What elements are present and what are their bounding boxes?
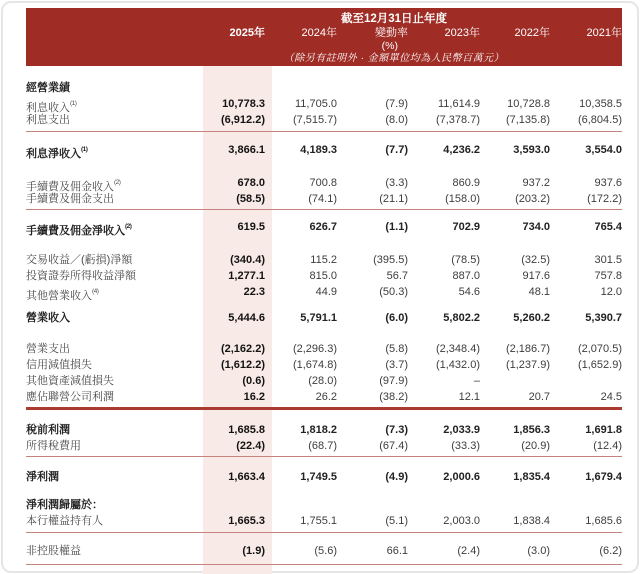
cell-2022: 10,728.8: [507, 98, 550, 110]
cell-2025: (0.6): [242, 375, 265, 387]
section-row: [26, 497, 622, 513]
row-label-text: 交易收益／(虧損)淨額: [26, 254, 133, 266]
cell-2024: 44.9: [315, 286, 337, 298]
table-row: [26, 284, 622, 300]
cell-2023: 2,033.9: [443, 424, 480, 436]
table-row: [26, 112, 622, 128]
row-label-text: 利息收入: [26, 102, 70, 114]
subtotal-row: [26, 310, 622, 326]
row-label: [26, 284, 168, 304]
cell-2023: (158.0): [445, 193, 480, 205]
note-ref: (1): [81, 146, 88, 153]
cell-2025: 10,778.3: [222, 98, 265, 110]
row-label-text: 淨利潤: [26, 471, 59, 483]
table-row: [26, 268, 622, 284]
cell-2023: (78.5): [451, 254, 480, 266]
cell-2024: 11,705.0: [294, 98, 337, 110]
note-ref: (1): [70, 100, 77, 107]
cell-2025: 1,685.8: [228, 424, 265, 436]
cell-change: (7.3): [385, 424, 408, 436]
row-label: [26, 112, 168, 128]
row-label: [26, 191, 168, 207]
row-label-text: 手續費及佣金淨收入: [26, 225, 125, 237]
cell-change: (6.0): [385, 312, 408, 324]
cell-2021: (2,070.5): [577, 343, 622, 355]
cell-2022: (1,237.9): [505, 359, 550, 371]
cell-2023: (1,432.0): [435, 359, 480, 371]
table-row: [26, 357, 622, 373]
cell-2025: 1,277.1: [228, 270, 265, 282]
cell-change: (50.3): [379, 286, 408, 298]
note-ref: (4): [92, 288, 99, 295]
cell-2023: (33.3): [451, 440, 480, 452]
cell-2024: 5,791.1: [300, 312, 337, 324]
table-row: [26, 373, 622, 389]
cell-2021: 765.4: [594, 221, 622, 233]
cell-2024: (2,296.3): [292, 343, 337, 355]
row-label: [26, 219, 168, 239]
cell-change: (5.8): [385, 343, 408, 355]
cell-2024: 700.8: [309, 177, 337, 189]
row-label-text: 信用減值損失: [26, 359, 92, 371]
table-row: [26, 438, 622, 454]
cell-2024: (28.0): [308, 375, 337, 387]
cell-2022: (3.0): [527, 545, 550, 557]
row-label-text: 營業收入: [26, 312, 70, 324]
cell-2023: (2,348.4): [435, 343, 480, 355]
cell-2023: –: [473, 375, 480, 387]
table-row: [26, 543, 622, 559]
cell-2024: (74.1): [308, 193, 337, 205]
divider: [26, 131, 622, 132]
column-header-2025: 2025年: [229, 27, 265, 39]
cell-2025: 1,665.3: [228, 515, 265, 527]
cell-2023: (2.4): [457, 545, 480, 557]
cell-2021: 1,691.8: [585, 424, 622, 436]
period-title: 截至12月31日止年度: [340, 13, 448, 25]
row-label-text: 經營業績: [26, 82, 70, 94]
percent-row: [26, 41, 622, 52]
table-row: [26, 389, 622, 405]
subtotal-row: [26, 219, 622, 235]
cell-change: (8.0): [385, 114, 408, 126]
row-label-text: 稅前利潤: [26, 424, 70, 436]
cell-2025: (340.4): [230, 254, 265, 266]
cell-2024: (5.6): [314, 545, 337, 557]
table-row: [26, 513, 622, 529]
cell-2025: 3,866.1: [228, 144, 265, 156]
cell-2021: 1,679.4: [585, 471, 622, 483]
cell-2025: 16.2: [243, 391, 265, 403]
row-label: [26, 543, 168, 559]
cell-2024: 1,755.1: [300, 515, 337, 527]
cell-2022: 3,593.0: [513, 144, 550, 156]
cell-2025: 619.5: [237, 221, 265, 233]
cell-change: (97.9): [379, 375, 408, 387]
column-header-2023: 2023年: [444, 27, 480, 39]
cell-2023: 5,802.2: [443, 312, 480, 324]
cell-change: (21.1): [379, 193, 408, 205]
cell-2024: (68.7): [308, 440, 337, 452]
section-row: [26, 80, 622, 96]
row-label: [26, 341, 168, 357]
table-row: [26, 341, 622, 357]
note-ref: (2): [125, 223, 132, 230]
cell-2022: 20.7: [528, 391, 550, 403]
financial-table: [26, 66, 622, 565]
cell-2022: (32.5): [521, 254, 550, 266]
unit-note: （除另有註明外 · 金額單位均為人民幣百萬元）: [283, 53, 505, 64]
cell-2021: 10,358.5: [579, 98, 622, 110]
table-row: [26, 191, 622, 207]
cell-2025: (22.4): [236, 440, 265, 452]
cell-2021: (1,652.9): [577, 359, 622, 371]
cell-change: (7.9): [385, 98, 408, 110]
row-label-text: 手續費及佣金支出: [26, 193, 114, 205]
cell-2025: (6,912.2): [220, 114, 265, 126]
cell-2021: (12.4): [593, 440, 622, 452]
cell-2024: 26.2: [315, 391, 337, 403]
cell-2025: (58.5): [236, 193, 265, 205]
row-label: [26, 252, 168, 268]
cell-2024: (7,515.7): [292, 114, 337, 126]
row-label: [26, 513, 168, 529]
row-label: [26, 310, 168, 326]
table-row: [26, 175, 622, 191]
table-row: [26, 252, 622, 268]
cell-2023: (7,378.7): [435, 114, 480, 126]
row-label: [26, 497, 168, 513]
row-label-text: 本行權益持有人: [26, 515, 103, 527]
cell-2021: (172.2): [587, 193, 622, 205]
row-label: [26, 389, 168, 405]
cell-2023: 860.9: [452, 177, 480, 189]
cell-2022: 937.2: [522, 177, 550, 189]
cell-2024: 626.7: [309, 221, 337, 233]
table-row: [26, 96, 622, 112]
row-label: [26, 422, 168, 438]
column-headers: [26, 26, 622, 41]
cell-2025: 678.0: [237, 177, 265, 189]
row-label-text: 其他營業收入: [26, 290, 92, 302]
cell-2023: 2,003.0: [443, 515, 480, 527]
cell-2021: 24.5: [600, 391, 622, 403]
cell-change: (395.5): [373, 254, 408, 266]
cell-2022: (20.9): [521, 440, 550, 452]
cell-2021: [550, 373, 622, 389]
cell-2023: 887.0: [452, 270, 480, 282]
column-header-change: 變動率: [375, 27, 408, 39]
cell-2022: 48.1: [528, 286, 550, 298]
row-label-text: 所得稅費用: [26, 440, 81, 452]
divider: [26, 209, 622, 210]
cell-2025: 5,444.6: [228, 312, 265, 324]
row-label-text: 投資證券所得收益淨額: [26, 270, 136, 282]
row-label: [26, 373, 168, 389]
cell-2021: 301.5: [594, 254, 622, 266]
cell-change: (67.4): [379, 440, 408, 452]
cell-2024: 815.0: [309, 270, 337, 282]
cell-2024: 4,189.3: [300, 144, 337, 156]
cell-2023: 702.9: [452, 221, 480, 233]
cell-2021: (6.2): [599, 545, 622, 557]
cell-2024: 1,749.5: [300, 471, 337, 483]
divider: [26, 456, 622, 457]
cell-2022: (7,135.8): [505, 114, 550, 126]
cell-change: (3.7): [385, 359, 408, 371]
cell-2025: 1,663.4: [228, 471, 265, 483]
cell-change: (1.1): [385, 221, 408, 233]
column-header-spacer: [26, 26, 168, 41]
column-header-2022: 2022年: [514, 27, 550, 39]
cell-2023: 2,000.6: [443, 471, 480, 483]
cell-2025: (1.9): [242, 545, 265, 557]
cell-2024: 1,818.2: [300, 424, 337, 436]
cell-2021: 757.8: [594, 270, 622, 282]
cell-2025: (1,612.2): [220, 359, 265, 371]
cell-2022: 1,856.3: [513, 424, 550, 436]
cell-2023: 54.6: [458, 286, 480, 298]
row-label: [26, 357, 168, 373]
subtotal-row: [26, 422, 622, 438]
row-label-text: 利息支出: [26, 114, 70, 126]
row-label-text: 利息淨收入: [26, 148, 81, 160]
cell-change: 56.7: [386, 270, 408, 282]
cell-2024: 115.2: [310, 254, 337, 266]
row-label-text: 營業支出: [26, 343, 70, 355]
cell-2021: 12.0: [600, 286, 622, 298]
cell-2022: 5,260.2: [513, 312, 550, 324]
cell-2022: 1,835.4: [513, 471, 550, 483]
column-header-2021: 2021年: [586, 27, 622, 39]
cell-2025: 22.3: [243, 286, 265, 298]
cell-2024: (1,674.8): [292, 359, 337, 371]
percent-label: (%): [381, 40, 398, 52]
row-label-text: 其他資產減值損失: [26, 375, 114, 387]
row-label: [26, 268, 168, 284]
cell-2022: (203.2): [515, 193, 550, 205]
row-label: [26, 469, 168, 485]
row-label: [26, 438, 168, 454]
table-header: [26, 8, 622, 66]
cell-2023: 4,236.2: [443, 144, 480, 156]
subtotal-row: [26, 469, 622, 485]
thick-divider: [26, 407, 622, 410]
cell-change: (5.1): [385, 515, 408, 527]
cell-2023: 11,614.9: [437, 98, 480, 110]
note-ref: (2): [114, 179, 121, 186]
divider: [26, 564, 622, 565]
cell-change: (7.7): [385, 144, 408, 156]
subtotal-row: [26, 142, 622, 158]
row-label-text: 非控股權益: [26, 545, 81, 557]
cell-2021: 937.6: [594, 177, 622, 189]
row-label: [26, 80, 168, 96]
row-label-text: 淨利潤歸屬於：: [26, 499, 103, 511]
cell-2021: 1,685.6: [585, 515, 622, 527]
row-label: [26, 142, 168, 162]
divider: [26, 532, 622, 533]
cell-2022: [480, 373, 550, 389]
cell-2021: 3,554.0: [585, 144, 622, 156]
cell-change: (4.9): [385, 471, 408, 483]
row-label-text: 應佔聯營公司利潤: [26, 391, 114, 403]
cell-2025: (2,162.2): [220, 343, 265, 355]
cell-change: 66.1: [386, 545, 408, 557]
cell-2022: (2,186.7): [505, 343, 550, 355]
row-label-text: 手續費及佣金收入: [26, 181, 114, 193]
cell-change: (3.3): [385, 177, 408, 189]
cell-2022: 1,838.4: [513, 515, 550, 527]
cell-change: (38.2): [379, 391, 408, 403]
cell-2022: 917.6: [522, 270, 550, 282]
cell-2022: 734.0: [522, 221, 550, 233]
column-header-2024: 2024年: [301, 27, 337, 39]
cell-2021: (6,804.5): [577, 114, 622, 126]
cell-2021: 5,390.7: [585, 312, 622, 324]
cell-2023: 12.1: [458, 391, 480, 403]
